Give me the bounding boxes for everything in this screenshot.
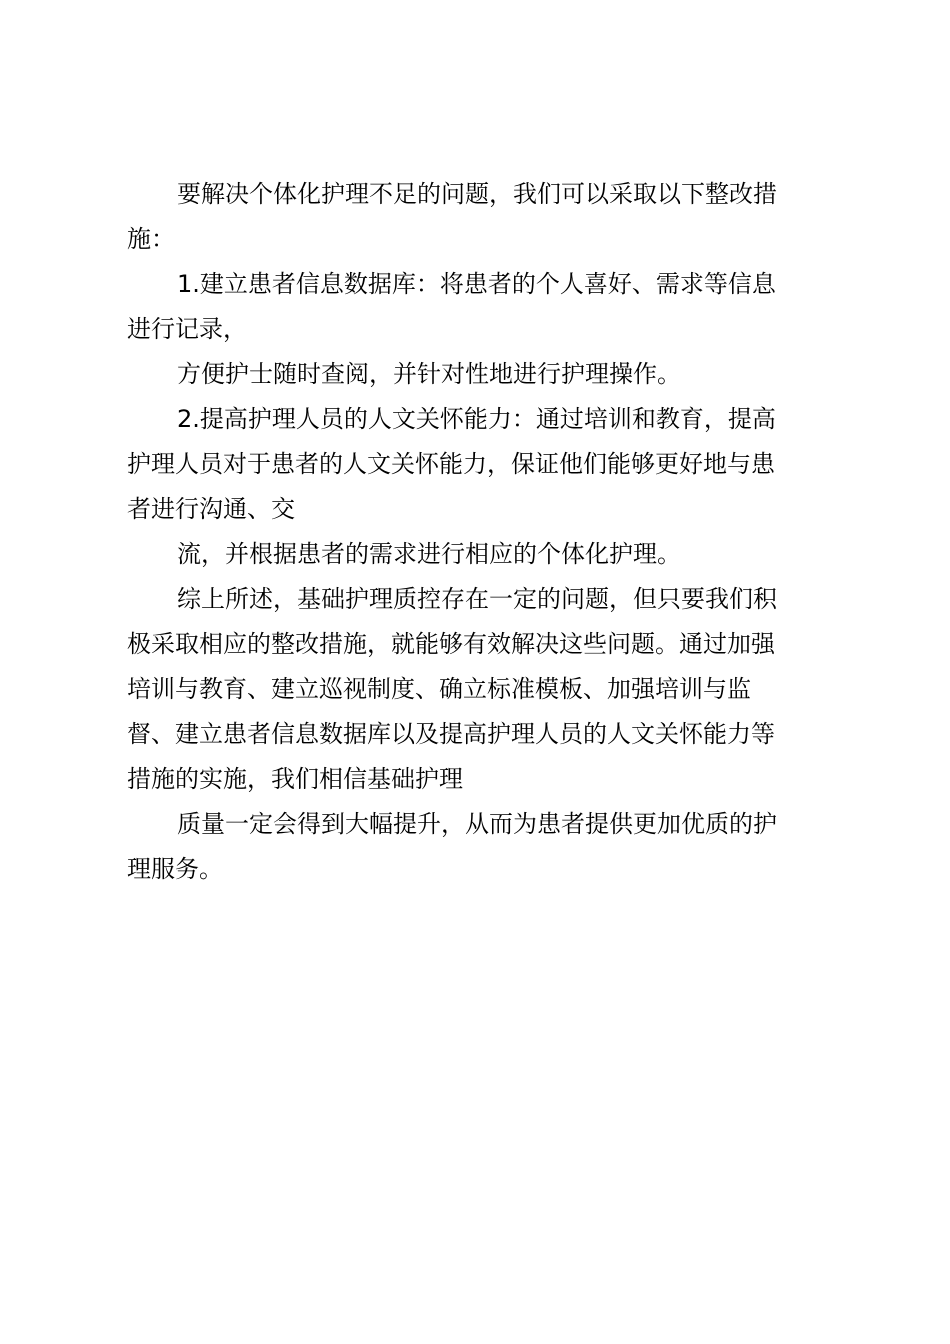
text-line: 1.建立患者信息数据库：将患者的个人喜好、需求等信息 bbox=[177, 270, 776, 298]
text-line: 者进行沟通、交 bbox=[127, 495, 295, 523]
text-line: 措施的实施，我们相信基础护理 bbox=[127, 765, 463, 793]
text-line: 综上所述，基础护理质控存在一定的问题，但只要我们积 bbox=[177, 585, 777, 613]
text-line: 方便护士随时查阅，并针对性地进行护理操作。 bbox=[177, 360, 681, 388]
text-line: 培训与教育、建立巡视制度、确立标准模板、加强培训与监 bbox=[127, 675, 751, 703]
text-line: 施： bbox=[127, 225, 175, 253]
text-line: 质量一定会得到大幅提升，从而为患者提供更加优质的护 bbox=[177, 810, 777, 838]
text-line: 护理人员对于患者的人文关怀能力，保证他们能够更好地与患 bbox=[127, 450, 775, 478]
text-line: 进行记录， bbox=[127, 315, 247, 343]
text-line: 2.提高护理人员的人文关怀能力：通过培训和教育，提高 bbox=[177, 405, 776, 433]
text-line: 要解决个体化护理不足的问题，我们可以采取以下整改措 bbox=[177, 180, 777, 208]
document-body bbox=[127, 172, 817, 892]
text-line: 流，并根据患者的需求进行相应的个体化护理。 bbox=[177, 540, 681, 568]
text-line: 督、建立患者信息数据库以及提高护理人员的人文关怀能力等 bbox=[127, 720, 775, 748]
text-line: 理服务。 bbox=[127, 855, 223, 883]
text-line: 极采取相应的整改措施，就能够有效解决这些问题。通过加强 bbox=[127, 630, 775, 658]
